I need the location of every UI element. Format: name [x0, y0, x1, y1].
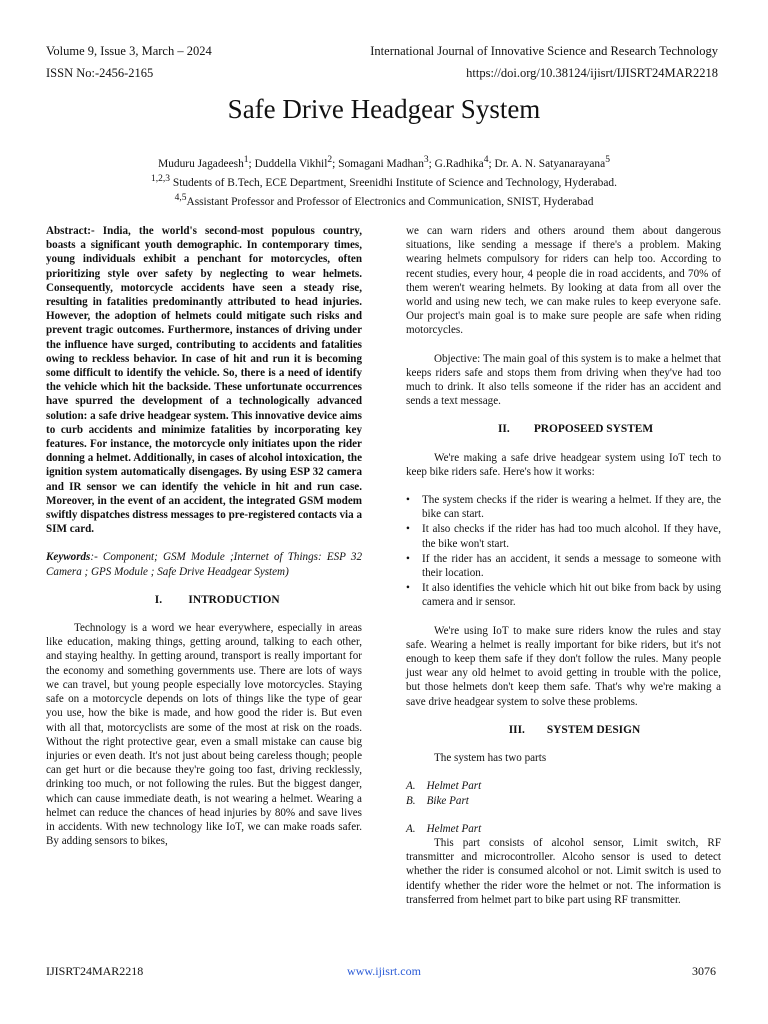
subsection-heading-helmet-part: A. Helmet Part: [406, 822, 482, 835]
right-column: [406, 224, 721, 907]
doi-link[interactable]: https://doi.org/10.38124/ijisrt/IJISRT24MAR2218: [466, 66, 718, 80]
objective-text: Objective: The main goal of this system is to make a helmet that keeps riders safe and stops them from driving when they've had too much to drink. It also tells someone if the rider has an accident and sends a text message.: [406, 352, 721, 408]
footer-id: IJISRT24MAR2218: [46, 964, 144, 978]
introduction-text: Technology is a word we hear everywhere, especially in areas like education, making things, getting around, talking to each other, and staying healthy. In getting around, transport is really important for the economy and something governments use. There are lots of ways we can travel, but young people especially love motorcycles. Staying safe on a motorcycle depends on lots of things like the type of gear you use, how the bike is made, and how good the rider is. But even with all that, motorcyclists are some of the most at risk on the roads. Without the right protective gear, even a small mistake can cause big injuries or even death. It's not just about being careless though; people can get hurt or die because they're going too fast, driving recklessly, drinking too much, or not following the rules. But the biggest danger, which can cause immediate death, is not wearing a helmet. Wearing a helmet can reduce the chances of head injuries by 80% and save lives in accidents. With new technology like IoT, we can make roads safer. By adding sensors to bikes,: [46, 622, 362, 848]
affiliation-1: $^{1,2,3}$ Students of B.Tech, ECE Department, Sreenidhi Institute of Science and Technology, Hyderabad.: [151, 173, 617, 189]
issn: ISSN No:-2456-2165: [46, 66, 154, 80]
author-list: [0, 153, 768, 172]
list-item: • It also checks if the rider has had too much alcohol. If they have, the bike won't start.: [406, 522, 721, 550]
helmet-part-text: This part consists of alcohol sensor, Limit switch, RF transmitter and microcontroller. Alcoho sensor is used to detect whether the rider is consumed alcohol or not. Limit switch is used to identify whether the rider wore the helmet or not. The information is transferred from helmet part to bike part using RF transmitter.: [406, 836, 721, 906]
list-item: B. Bike Part: [406, 794, 469, 807]
system-design-intro: The system has two parts: [434, 752, 547, 765]
author: Duddella Vikhil$^2$;: [254, 155, 339, 170]
list-item: • The system checks if the rider is wearing a helmet. If they are, the bike can start.: [406, 493, 721, 521]
continued-text: we can warn riders and others around them about dangerous situations, like sending a message if there's a problem. Making wearing helmets compulsory for riders can help too. According to recent studies, every hour, 4 people die in road accidents, and 70% of them weren't wearing helmets. By looking at data from all over the world and using new tech, we can make rules to keep everyone safe. Our project's main goal is to make sure people are safe when riding motorcycles.: [406, 225, 721, 337]
keywords: Keywords:- Component; GSM Module ;Internet of Things: ESP 32 Camera ; GPS Module ; Safe Drive Headgear System): [46, 551, 362, 578]
feature-list: [406, 493, 721, 610]
volume-info: Volume 9, Issue 3, March ‒ 2024: [46, 44, 212, 58]
proposed-paragraph: We're using IoT to make sure riders know the rules and stay safe. Wearing a helmet is really important for bike riders, but it's not enough to keep them safe if they don't follow the rules. Many people just wear any old helmet to avoid getting in trouble with the police, but those helmets don't keep them safe. That's why we're making a save drive headgear system to solve these problems.: [406, 624, 721, 708]
section-heading-system-design: III. SYSTEM DESIGN: [508, 723, 641, 736]
section-heading-introduction: I. INTRODUCTION: [154, 593, 280, 606]
section-heading-proposed-system: II. PROPOSEED SYSTEM: [497, 423, 654, 436]
paper-title: Safe Drive Headgear System: [227, 94, 541, 124]
author-block: [0, 153, 768, 209]
list-item: A. Helmet Part: [406, 780, 482, 793]
author: G.Radhika$^4$;: [434, 155, 495, 170]
proposed-intro: We're making a safe drive headgear system using IoT tech to keep bike riders safe. Here's how it works:: [406, 451, 721, 478]
author: Muduru Jagadeesh$^1$;: [158, 155, 255, 170]
journal-name: International Journal of Innovative Science and Research Technology: [370, 44, 718, 58]
footer-website-link[interactable]: www.ijisrt.com: [347, 964, 421, 978]
page-number: 3076: [692, 964, 716, 978]
author: Somagani Madhan$^3$;: [338, 155, 435, 170]
affiliation-2: $^{4,5}$Assistant Professor and Professor of Electronics and Communication, SNIST, Hyderabad: [174, 192, 594, 208]
author: Dr. A. N. Satyanarayana$^5$: [494, 155, 610, 170]
list-item: • If the rider has an accident, it sends a message to someone with their location.: [406, 552, 721, 580]
left-column: [46, 224, 362, 848]
abstract: Abstract:- India, the world's second-most populous country, boasts a significant youth demographic. In contemporary times, young individuals exhibit a penchant for motorcycles, often prioritizing style over safety by neglecting to wear helmets. Consequently, motorcycle accidents have seen a steady rise, resulting in fatalities predominantly attributed to head injuries. However, the adoption of helmets could mitigate such risks and prevent tragic outcomes. Furthermore, instances of driving under the influence have surged, contributing to accidents and fatalities owing to reckless behavior. In case of hit and run it is becoming some difficult to identify the vehicle. So, there is a need of identify the vehicle which hit the backside. These unfortunate occurrences have spurred the development of a technologically advanced solution: a safe drive headgear system. This innovative device aims to curb accidents and minimize fatalities by incorporating key features. For instance, the motorcycle only initiates upon the rider donning a helmet. Additionally, in cases of alcohol intoxication, the ignition system automatically disengages. By using ESP 32 camera and IR sensor we can identify the vehicle in hit and run case. Moreover, in the event of an accident, the integrated GSM modem swiftly dispatches distress messages to pre-registered contacts via a SIM card.: [46, 225, 362, 536]
list-item: • It also identifies the vehicle which hit out bike from back by using camera and ir sensor.: [406, 581, 721, 609]
parts-list: [406, 779, 721, 807]
